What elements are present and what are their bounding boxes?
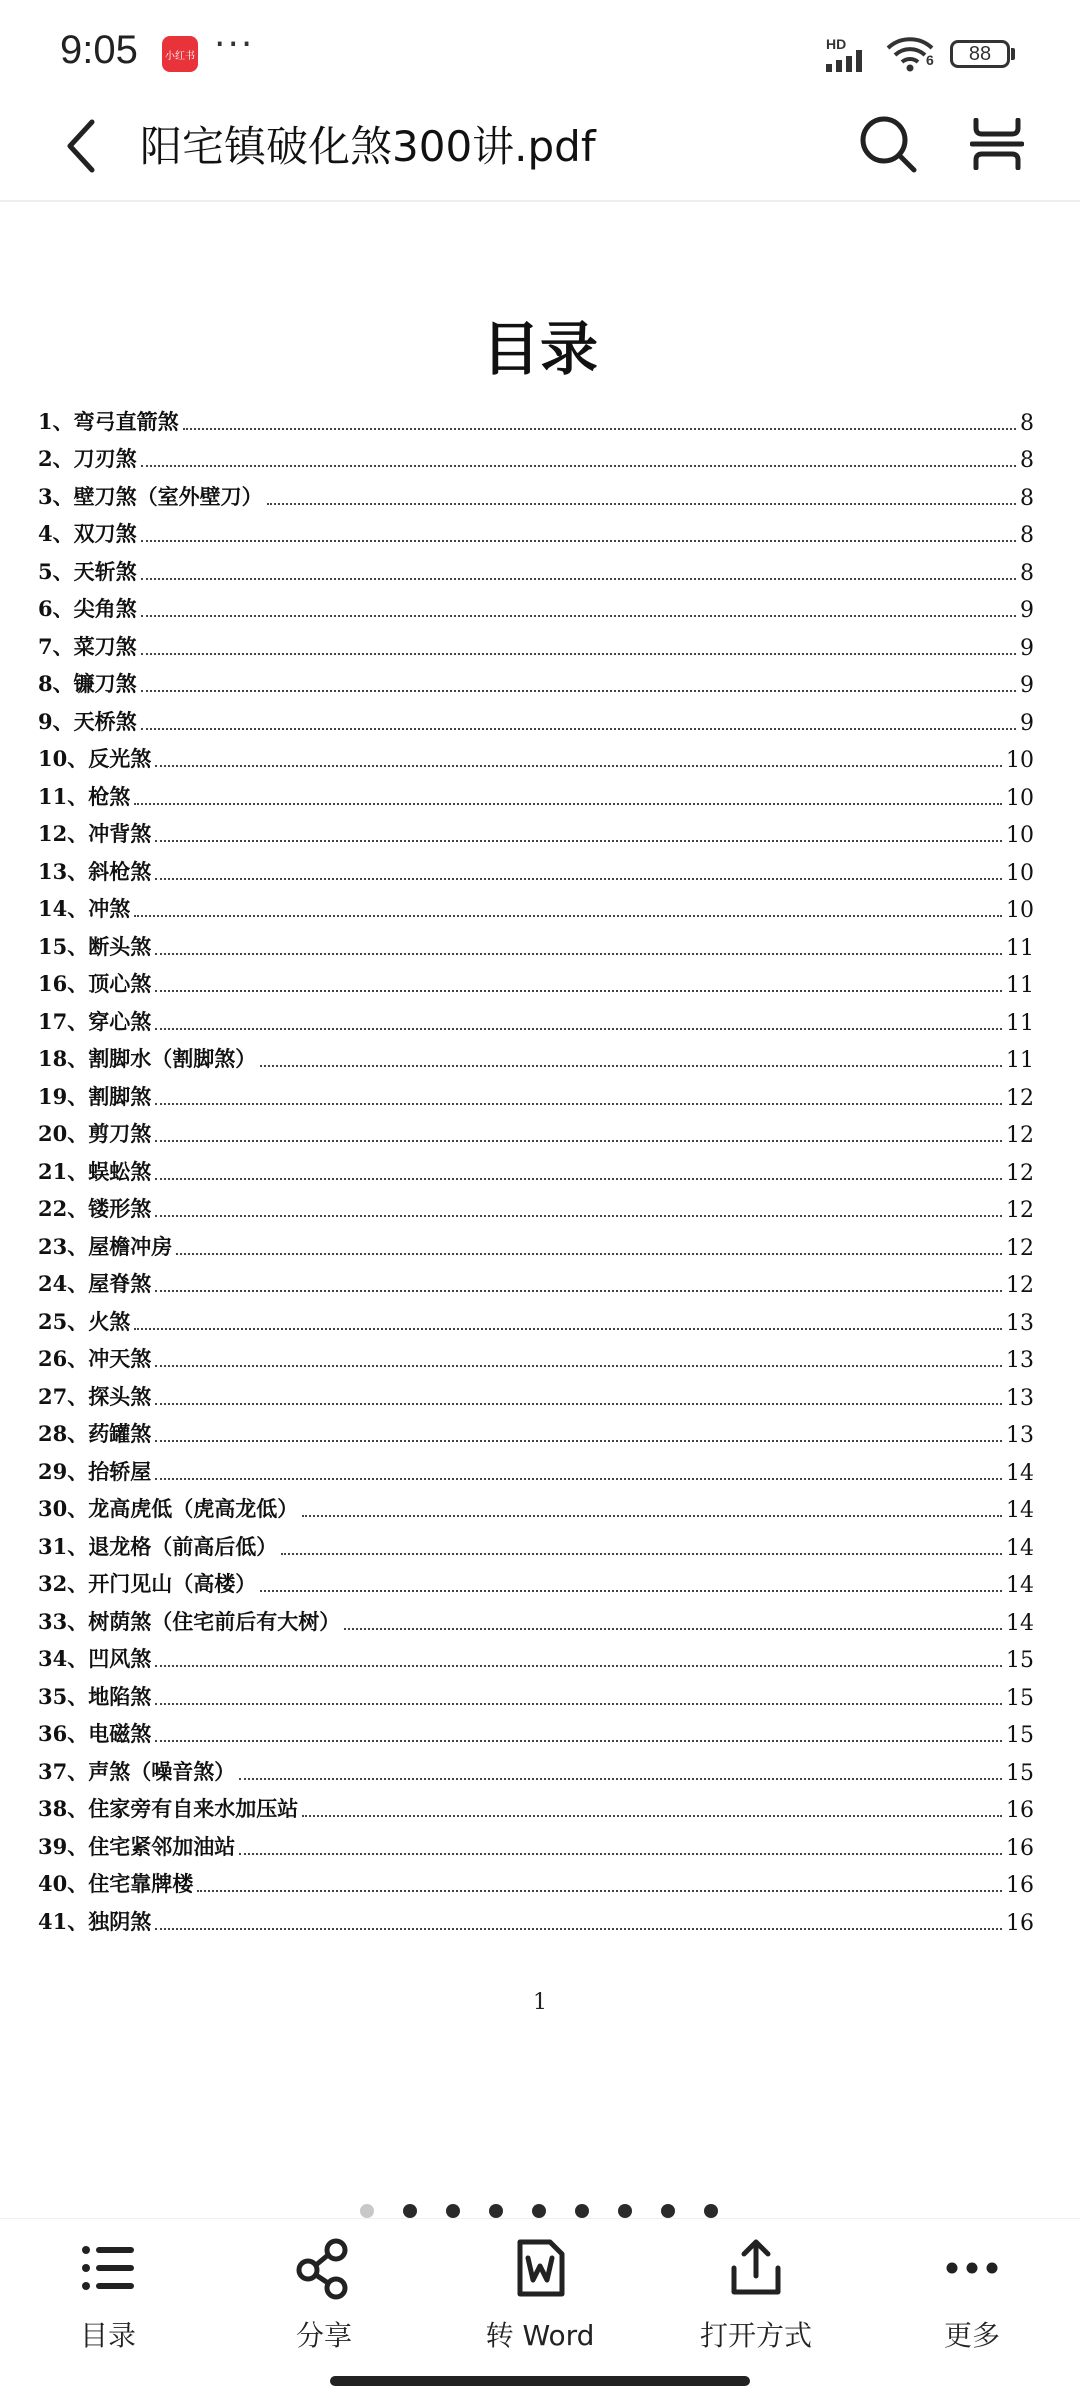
toc-entry-title: 38、住家旁有自来水加压站 (38, 1796, 299, 1821)
toc-entry-page: 10 (1006, 860, 1034, 886)
toc-entry-title: 10、反光煞 (38, 746, 152, 771)
toc-leader-dots (155, 1403, 1002, 1405)
page-dot (618, 2204, 632, 2218)
toc-leader-dots (155, 1215, 1002, 1217)
toc-leader-dots (155, 1028, 1002, 1030)
toc-entry-title: 20、剪刀煞 (38, 1121, 152, 1146)
toc-entry[interactable] (38, 1373, 1034, 1411)
toc-entry-page: 10 (1006, 748, 1034, 773)
toc-entry-title: 30、龙高虎低（虎高龙低） (38, 1496, 299, 1521)
toc-entry-page: 11 (1006, 973, 1034, 998)
toc-entry-title: 4、双刀煞 (38, 521, 137, 546)
page-dot (489, 2204, 503, 2218)
toc-leader-dots (134, 1328, 1002, 1330)
toc-leader-dots (302, 1515, 1002, 1517)
toc-leader-dots (141, 653, 1016, 655)
toc-entry[interactable] (38, 698, 1034, 736)
open-with-button[interactable] (676, 2236, 836, 2354)
toc-entry-title: 13、斜枪煞 (38, 858, 152, 884)
share-button[interactable] (244, 2236, 404, 2354)
toc-button-label: 目录 (79, 2319, 136, 2352)
toc-entry-title: 25、火煞 (38, 1308, 131, 1334)
convert-word-button[interactable] (460, 2236, 620, 2354)
toc-entry-title: 3、壁刀煞（室外壁刀） (38, 483, 263, 509)
page-dot (575, 2204, 589, 2218)
toc-entry-title: 18、割脚水（割脚煞） (38, 1046, 257, 1071)
toc-entry-page: 14 (1006, 1610, 1034, 1636)
toc-entry-page: 15 (1006, 1648, 1034, 1673)
toc-entry-page: 9 (1020, 710, 1034, 736)
toc-entry-title: 11、枪煞 (38, 783, 131, 809)
toc-entry-title: 41、独阴煞 (38, 1908, 152, 1934)
page-dot (446, 2204, 460, 2218)
toc-entry-title: 33、树荫煞（住宅前后有大树） (38, 1608, 341, 1634)
battery-indicator: 88 (950, 40, 1010, 68)
toc-leader-dots (155, 990, 1002, 992)
status-more-indicator: ··· (214, 24, 255, 65)
toc-entry-title: 36、电磁煞 (38, 1721, 152, 1746)
toc-entry[interactable] (38, 511, 1034, 549)
share-button-label: 分享 (295, 2319, 352, 2352)
toc-entry-title: 16、顶心煞 (38, 971, 152, 996)
toc-leader-dots (267, 503, 1016, 505)
toc-entry-page: 10 (1006, 898, 1034, 923)
toc-entry[interactable] (38, 1186, 1034, 1224)
toc-entry[interactable] (38, 1861, 1034, 1899)
toc-entry-page: 13 (1006, 1423, 1034, 1448)
toc-entry-title: 14、冲煞 (38, 896, 131, 921)
page-dot (532, 2204, 546, 2218)
toc-entry-title: 24、屋脊煞 (38, 1271, 152, 1296)
toc-entry-title: 9、天桥煞 (38, 708, 137, 734)
toc-leader-dots (155, 840, 1002, 842)
toc-entry-page: 9 (1020, 673, 1034, 698)
toc-entry-title: 27、探头煞 (38, 1383, 152, 1409)
toc-entry-page: 14 (1006, 1573, 1034, 1598)
toc-entry-page: 12 (1006, 1160, 1034, 1186)
toc-entry[interactable] (38, 736, 1034, 774)
toc-entry-title: 8、镰刀煞 (38, 671, 137, 696)
toc-leader-dots (155, 1665, 1002, 1667)
toc-leader-dots (141, 615, 1016, 617)
toc-leader-dots (176, 1253, 1002, 1255)
toc-leader-dots (155, 1140, 1002, 1142)
toc-entry[interactable] (38, 586, 1034, 624)
toc-entry[interactable] (38, 1336, 1034, 1374)
home-indicator[interactable] (330, 2376, 750, 2386)
toc-entry-title: 35、地陷煞 (38, 1683, 152, 1709)
toc-entry[interactable] (38, 1598, 1034, 1636)
toc-entry-page: 13 (1006, 1385, 1034, 1411)
more-icon (940, 2236, 1004, 2300)
toc-entry-page: 8 (1020, 485, 1034, 511)
toc-entry-title: 1、弯弓直箭煞 (38, 408, 179, 434)
toc-leader-dots (344, 1628, 1002, 1630)
toc-entry-page: 12 (1006, 1235, 1034, 1261)
toc-entry-page: 8 (1020, 410, 1034, 436)
toc-entry[interactable] (38, 1823, 1034, 1861)
toc-entry-title: 39、住宅紧邻加油站 (38, 1833, 236, 1859)
toc-leader-dots (302, 1815, 1002, 1817)
toc-entry-title: 40、住宅靠牌楼 (38, 1871, 194, 1896)
toc-entry-page: 10 (1006, 785, 1034, 811)
toc-leader-dots (155, 1740, 1002, 1742)
toc-leader-dots (155, 1290, 1002, 1292)
toc-entry-title: 2、刀刃煞 (38, 446, 137, 471)
toc-leader-dots (197, 1890, 1002, 1892)
toc-entry-page: 14 (1006, 1460, 1034, 1486)
more-button[interactable] (892, 2236, 1052, 2354)
toc-entry-title: 21、蜈蚣煞 (38, 1158, 152, 1184)
toc-entry[interactable] (38, 773, 1034, 811)
toc-leader-dots (155, 953, 1002, 955)
toc-entry-page: 11 (1006, 1048, 1034, 1073)
toc-entry-page: 16 (1006, 1873, 1034, 1898)
toc-leader-dots (141, 728, 1016, 730)
toc-leader-dots (239, 1778, 1002, 1780)
toc-entry-title: 5、天斩煞 (38, 558, 137, 584)
toc-entry-title: 31、退龙格（前高后低） (38, 1533, 278, 1559)
toc-entry-title: 6、尖角煞 (38, 596, 137, 621)
toc-entry[interactable] (38, 1486, 1034, 1524)
toc-entry[interactable] (38, 1261, 1034, 1299)
toc-entry-title: 23、屋檐冲房 (38, 1233, 173, 1259)
toc-heading: 目录 (481, 315, 598, 383)
toc-leader-dots (260, 1065, 1002, 1067)
toc-entry[interactable] (38, 1673, 1034, 1711)
toc-entry-title: 15、断头煞 (38, 933, 152, 959)
toc-entry[interactable] (38, 1073, 1034, 1111)
page-number: 1 (533, 1990, 547, 2015)
toc-entry[interactable] (38, 923, 1034, 961)
toc-entry-page: 12 (1006, 1085, 1034, 1111)
page-split-icon[interactable] (970, 118, 1024, 170)
toc-entry[interactable] (38, 961, 1034, 999)
toc-entry-page: 12 (1006, 1273, 1034, 1298)
toc-leader-dots (134, 915, 1002, 917)
battery-tip (1011, 48, 1015, 60)
toc-leader-dots (155, 878, 1002, 880)
toc-entry[interactable] (38, 1036, 1034, 1074)
toc-entry[interactable] (38, 848, 1034, 886)
toc-entry[interactable] (38, 1636, 1034, 1674)
toc-entry-page: 9 (1020, 598, 1034, 623)
toc-button[interactable] (28, 2236, 188, 2354)
toc-entry-page: 14 (1006, 1535, 1034, 1561)
toc-entry[interactable] (38, 1111, 1034, 1149)
toc-entry[interactable] (38, 1448, 1034, 1486)
toc-leader-dots (281, 1553, 1002, 1555)
toc-entry-page: 16 (1006, 1910, 1034, 1936)
toc-entry-title: 34、凹风煞 (38, 1646, 152, 1671)
toc-entry-page: 12 (1006, 1198, 1034, 1223)
toc-entry-title: 22、镂形煞 (38, 1196, 152, 1221)
toc-entry[interactable] (38, 1786, 1034, 1824)
toc-entry-page: 15 (1006, 1760, 1034, 1786)
hd-label: HD (826, 36, 847, 52)
toc-leader-dots (239, 1853, 1002, 1855)
toc-leader-dots (141, 690, 1016, 692)
toc-entry-title: 7、菜刀煞 (38, 633, 137, 659)
back-arrow-icon[interactable] (60, 118, 104, 174)
toc-entry[interactable] (38, 1561, 1034, 1599)
document-title: 阳宅镇破化煞300讲.pdf (140, 122, 596, 171)
toc-leader-dots (141, 540, 1016, 542)
toc-entry[interactable] (38, 1411, 1034, 1449)
toc-entry[interactable] (38, 1148, 1034, 1186)
toc-entry[interactable] (38, 661, 1034, 699)
toc-entry-title: 28、药罐煞 (38, 1421, 152, 1446)
more-button-label: 更多 (943, 2319, 1000, 2352)
toc-entry[interactable] (38, 1711, 1034, 1749)
signal-icon (826, 50, 870, 72)
toc-entry[interactable] (38, 1223, 1034, 1261)
toc-leader-dots (141, 465, 1016, 467)
toc-entry-title: 19、割脚煞 (38, 1083, 152, 1109)
open-with-label: 打开方式 (699, 2319, 812, 2352)
toc-entry[interactable] (38, 473, 1034, 511)
toc-entry-page: 8 (1020, 448, 1034, 473)
wifi-label: 6 (926, 52, 934, 68)
toc-entry[interactable] (38, 398, 1034, 436)
toc-entry-page: 9 (1020, 635, 1034, 661)
toc-leader-dots (155, 1478, 1002, 1480)
status-time: 9:05 (60, 28, 138, 72)
toc-entry-page: 11 (1006, 935, 1034, 961)
app-notification-icon: 小红书 (162, 36, 198, 72)
toc-entry-title: 29、抬轿屋 (38, 1458, 152, 1484)
toc-entry-page: 16 (1006, 1835, 1034, 1861)
toc-entry-page: 11 (1006, 1010, 1034, 1036)
toc-entry-page: 14 (1006, 1498, 1034, 1523)
toc-entry[interactable] (38, 1523, 1034, 1561)
toc-entry[interactable] (38, 548, 1034, 586)
toc-leader-dots (155, 1703, 1002, 1705)
toc-entry-title: 12、冲背煞 (38, 821, 152, 846)
toc-entry-title: 37、声煞（噪音煞） (38, 1758, 236, 1784)
toc-entry[interactable] (38, 1748, 1034, 1786)
toc-entry[interactable] (38, 1898, 1034, 1936)
toc-entry[interactable] (38, 623, 1034, 661)
toc-leader-dots (134, 803, 1002, 805)
toc-entry-page: 16 (1006, 1798, 1034, 1823)
toc-leader-dots (155, 1178, 1002, 1180)
toc-leader-dots (155, 1928, 1002, 1930)
toc-leader-dots (260, 1590, 1002, 1592)
search-icon[interactable] (858, 114, 920, 176)
toc-leader-dots (155, 1103, 1002, 1105)
toc-entry-page: 12 (1006, 1123, 1034, 1148)
toc-entry-page: 8 (1020, 560, 1034, 586)
toc-leader-dots (155, 1440, 1002, 1442)
page-dot (704, 2204, 718, 2218)
toc-entry-page: 10 (1006, 823, 1034, 848)
toc-list-icon (76, 2236, 140, 2300)
toc-entry-title: 17、穿心煞 (38, 1008, 152, 1034)
toc-entry[interactable] (38, 1298, 1034, 1336)
toc-entry-page: 15 (1006, 1685, 1034, 1711)
page-dot (661, 2204, 675, 2218)
page-dot (360, 2204, 374, 2218)
toc-entry[interactable] (38, 811, 1034, 849)
toc-entry-page: 15 (1006, 1723, 1034, 1748)
table-of-contents (38, 398, 1034, 1936)
toc-leader-dots (141, 578, 1016, 580)
toc-leader-dots (183, 428, 1016, 430)
open-with-icon (724, 2236, 788, 2300)
toc-leader-dots (155, 765, 1002, 767)
share-icon (292, 2236, 356, 2300)
toc-leader-dots (155, 1365, 1002, 1367)
convert-word-label: 转 Word (485, 2319, 595, 2352)
page-dot (403, 2204, 417, 2218)
toc-entry[interactable] (38, 998, 1034, 1036)
word-convert-icon (508, 2236, 572, 2300)
toc-entry-page: 13 (1006, 1348, 1034, 1373)
toc-entry[interactable] (38, 436, 1034, 474)
toc-entry[interactable] (38, 886, 1034, 924)
toc-entry-title: 26、冲天煞 (38, 1346, 152, 1371)
toc-entry-page: 13 (1006, 1310, 1034, 1336)
toc-entry-page: 8 (1020, 523, 1034, 548)
toc-entry-title: 32、开门见山（高楼） (38, 1571, 257, 1596)
